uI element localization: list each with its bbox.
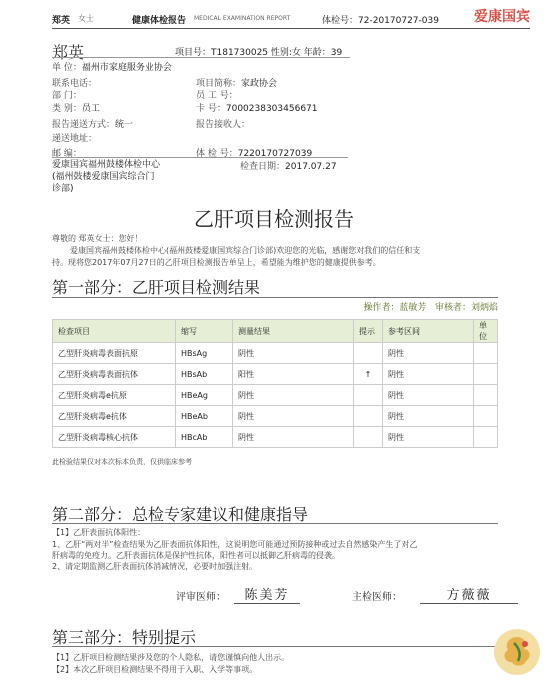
table-row <box>53 364 498 385</box>
center-name: 爱康国宾福州鼓楼体检中心 (福州鼓楼爱康国宾综合门 诊部) <box>52 160 161 194</box>
staff-no-row: 员 工 号： <box>196 91 238 101</box>
part1-divider <box>52 297 498 298</box>
name-underline <box>52 57 350 58</box>
greeting: 尊敬的 郑英女士：您好！ <box>52 234 143 243</box>
cell-hint <box>354 406 383 427</box>
reviewer-signature-label: 评审医师： <box>176 592 226 603</box>
cell-ref: 阴性 <box>383 385 474 406</box>
cell-item: 乙型肝炎病毒表面抗原 <box>53 343 176 364</box>
cell-hint: ↑ <box>354 364 383 385</box>
header-doc-title: 健康体检报告 <box>132 16 187 26</box>
profile-divider <box>52 157 348 158</box>
cell-unit <box>474 364 498 385</box>
advice-line-2: 肝病毒的免疫力。乙肝表面抗体是保护性抗体，阳性者可以抵御乙肝病毒的侵袭。 <box>52 551 340 560</box>
notice-line-1: 【1】乙肝项目检测结果涉及您的个人隐私，请您谨慎向他人出示。 <box>52 653 290 662</box>
cell-abbr: HBcAb <box>176 427 233 448</box>
cell-hint <box>354 385 383 406</box>
cell-unit <box>474 427 498 448</box>
part3-heading: 第三部分：特别提示 <box>52 628 197 647</box>
chief-signature-label: 主检医师： <box>352 592 402 603</box>
header-doc-title-en: MEDICAL EXAMINATION REPORT <box>194 15 291 22</box>
table-row <box>53 385 498 406</box>
advice-line-3: 2、请定期监测乙肝表面抗体消减情况，必要时加强注射。 <box>52 562 258 571</box>
cell-item: 乙型肝炎病毒e抗体 <box>53 406 176 427</box>
header-divider <box>52 28 530 29</box>
part1-heading: 第一部分：乙肝项目检测结果 <box>52 278 261 297</box>
table-row <box>53 406 498 427</box>
part2-divider <box>52 523 498 524</box>
project-line: 项目号：T181730025 性别:女 年龄：39 <box>175 48 343 58</box>
cell-abbr: HBeAb <box>176 406 233 427</box>
cell-abbr: HBsAg <box>176 343 233 364</box>
patient-name: 郑英 <box>52 43 85 62</box>
project-abbr-row: 项目简称：家政协会 <box>196 79 278 89</box>
header-patient-title: 女士 <box>78 14 94 23</box>
notice-line-2: 【2】本次乙肝项目检测结果不得用于入职、入学等事项。 <box>52 665 258 674</box>
cell-result: 阴性 <box>233 406 354 427</box>
report-title: 乙肝项目检测报告 <box>194 207 354 231</box>
header-patient-name: 郑英 <box>52 16 71 26</box>
table-row <box>53 427 498 448</box>
header-exam-no: 体检号：72-20170727-039 <box>322 16 439 26</box>
cell-item: 乙型肝炎病毒核心抗体 <box>53 427 176 448</box>
cell-abbr: HBeAg <box>176 385 233 406</box>
col-unit: 单位 <box>474 320 498 343</box>
results-table <box>52 319 498 448</box>
receiver-row: 报告接收人： <box>196 120 251 130</box>
cell-hint <box>354 343 383 364</box>
cell-unit <box>474 343 498 364</box>
reviewer-signature: 陈美芳 <box>234 584 300 604</box>
cell-abbr: HBsAb <box>176 364 233 385</box>
cell-ref: 阴性 <box>383 364 474 385</box>
category-row: 类 别：员工 <box>52 104 100 114</box>
advice-title: 【1】乙肝表面抗体阳性： <box>52 528 146 537</box>
cell-ref: 阴性 <box>383 343 474 364</box>
table-header-row <box>53 320 498 343</box>
chief-signature: 方薇薇 <box>420 584 518 604</box>
part2-heading: 第二部分：总检专家建议和健康指导 <box>52 505 309 524</box>
advice-line-1: 1、乙肝“两对半”检查结果为乙肝表面抗体阳性，这说明您可能通过预防接种或过去自然感染产生了对乙 <box>52 540 418 549</box>
col-ref: 参考区间 <box>383 320 474 343</box>
intro-line-2: 持。现将您2017年07月27日的乙肝项目检测报告单呈上，希望能为维护您的健康提供参考。 <box>52 258 381 267</box>
col-hint: 提示 <box>354 320 383 343</box>
phone-row: 联系电话： <box>52 79 98 89</box>
address-row: 递送地址： <box>52 134 98 144</box>
cell-result: 阴性 <box>233 427 354 448</box>
cell-result: 阴性 <box>233 343 354 364</box>
operators: 操作者：蓝敏芳 审核者：刘炳焰 <box>363 303 498 313</box>
table-footnote: 此检验结果仅对本次标本负责，仅供临床参考 <box>52 458 192 466</box>
part3-divider <box>52 646 498 647</box>
intro-line-1: 爱康国宾福州鼓楼体检中心(福州鼓楼爱康国宾综合门诊部)欢迎您的光临，感谢您对我们的信任和支 <box>70 246 421 255</box>
page-header <box>0 0 548 32</box>
card-row: 卡 号：7000238303456671 <box>196 104 318 114</box>
cell-ref: 阴性 <box>383 427 474 448</box>
unit-row: 单 位：福州市家庭服务业协会 <box>52 63 172 73</box>
col-item: 检查项目 <box>53 320 176 343</box>
cell-item: 乙型肝炎病毒表面抗体 <box>53 364 176 385</box>
brand-seal-icon <box>494 629 540 675</box>
cell-result: 阳性 <box>233 364 354 385</box>
dept-row: 部 门： <box>52 91 82 101</box>
cell-unit <box>474 406 498 427</box>
postcode-row: 邮 编： <box>52 149 82 159</box>
table-row <box>53 343 498 364</box>
col-result: 测量结果 <box>233 320 354 343</box>
cell-unit <box>474 385 498 406</box>
cell-item: 乙型肝炎病毒e抗原 <box>53 385 176 406</box>
exam-no-row: 体 检 号：7220170727039 <box>196 149 313 159</box>
col-abbr: 缩写 <box>176 320 233 343</box>
cell-ref: 阴性 <box>383 406 474 427</box>
brand-logo: 爱康国宾 <box>474 9 530 25</box>
cell-hint <box>354 427 383 448</box>
report-method-row: 报告递送方式：统一 <box>52 120 134 130</box>
cell-result: 阴性 <box>233 385 354 406</box>
exam-date: 检查日期：2017.07.27 <box>240 162 337 172</box>
